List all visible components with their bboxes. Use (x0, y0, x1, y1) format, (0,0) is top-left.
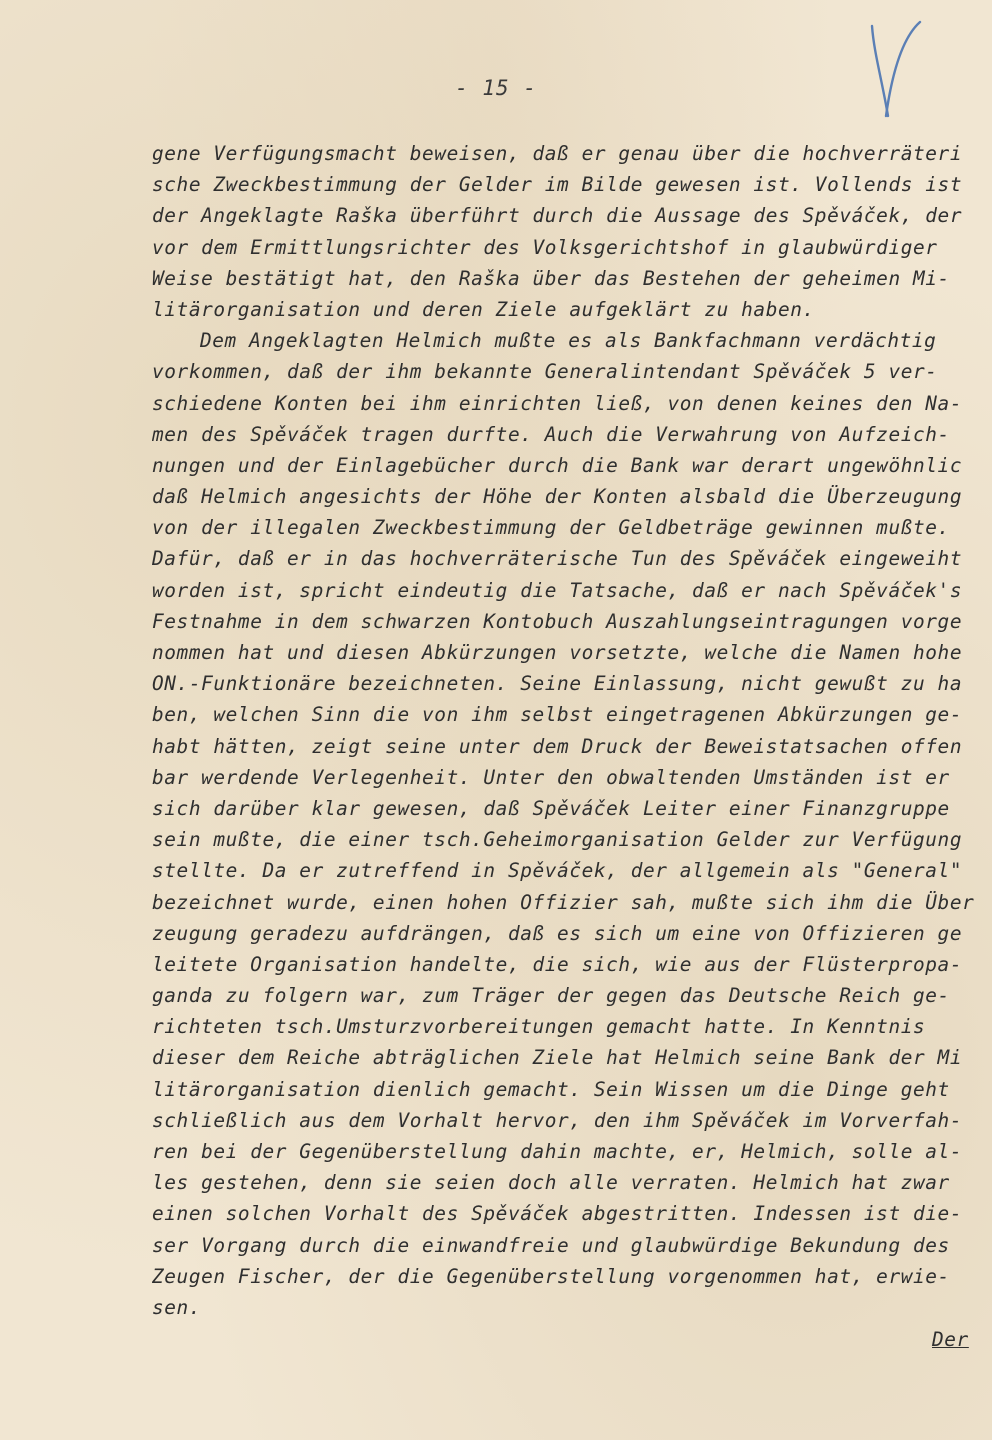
text-line: men des Spěváček tragen durfte. Auch die Verwahrung von Aufzeich- (152, 422, 950, 446)
text-line: der Angeklagte Raška überführt durch die Aussage des Spěváček, der (152, 204, 963, 228)
text-line: litärorganisation und deren Ziele aufgeklärt zu haben. (152, 297, 815, 321)
text-line: litärorganisation dienlich gemacht. Sein Wissen um die Dinge geht (152, 1077, 950, 1101)
text-line: vor dem Ermittlungsrichter des Volksgerichtshof in glaubwürdiger (152, 235, 938, 259)
text-line: zeugung geradezu aufdrängen, daß es sich um eine von Offizieren ge (152, 921, 963, 945)
catchword: Der (932, 1328, 969, 1351)
text-line: nungen und der Einlagebücher durch die Bank war derart ungewöhnlic (152, 453, 963, 477)
text-line: nommen hat und diesen Abkürzungen vorsetzte, welche die Namen hohe (152, 641, 963, 664)
text-line: gene Verfügungsmacht beweisen, daß er genau über die hochverräteri (152, 142, 963, 165)
text-line: worden ist, spricht eindeutig die Tatsache, daß er nach Spěváček's (152, 578, 963, 602)
handwritten-page-mark (862, 18, 932, 123)
text-line: sen. (152, 1295, 202, 1319)
text-line: habt hätten, zeigt seine unter dem Druck der Beweistatsachen offen (152, 734, 963, 758)
text-line: vorkommen, daß der ihm bekannte Generalintendant Spěváček 5 ver- (152, 360, 938, 384)
text-line: stellte. Da er zutreffend in Spěváček, der allgemein als "General" (152, 859, 963, 883)
text-line: daß Helmich angesichts der Höhe der Konten alsbald die Überzeugung (152, 485, 963, 509)
page-number: - 15 - (455, 76, 537, 100)
text-line: ON.-Funktionäre bezeichneten. Seine Einlassung, nicht gewußt zu ha (152, 672, 963, 696)
body-text (152, 138, 992, 1323)
text-line: Dafür, daß er in das hochverräterische Tun des Spěváček eingeweiht (152, 547, 963, 571)
text-line: ser Vorgang durch die einwandfreie und glaubwürdige Bekundung des (152, 1233, 950, 1257)
text-line: les gestehen, denn sie seien doch alle verraten. Helmich hat zwar (152, 1171, 950, 1195)
paragraph-start-line: Dem Angeklagten Helmich mußte es als Bankfachmann verdächtig (200, 329, 937, 353)
text-line: bezeichnet wurde, einen hohen Offizier sah, mußte sich ihm die Über (152, 890, 975, 914)
text-line: einen solchen Vorhalt des Spěváček abgestritten. Indessen ist die- (152, 1202, 963, 1226)
text-line: sich darüber klar gewesen, daß Spěváček Leiter einer Finanzgruppe (152, 796, 950, 820)
text-line: leitete Organisation handelte, die sich, wie aus der Flüsterpropa- (152, 952, 963, 976)
text-line: Festnahme in dem schwarzen Kontobuch Auszahlungseintragungen vorge (152, 609, 963, 633)
text-line: bar werdende Verlegenheit. Unter den obwaltenden Umständen ist er (152, 765, 950, 789)
text-line: ganda zu folgern war, zum Träger der gegen das Deutsche Reich ge- (152, 984, 950, 1008)
text-line: richteten tsch.Umsturzvorbereitungen gemacht hatte. In Kenntnis (152, 1015, 926, 1039)
text-line: Weise bestätigt hat, den Raška über das Bestehen der geheimen Mi- (152, 266, 950, 290)
text-line: schiedene Konten bei ihm einrichten ließ, von denen keines den Na- (152, 391, 963, 415)
text-line: ben, welchen Sinn die von ihm selbst eingetragenen Abkürzungen ge- (152, 703, 963, 727)
text-line: sein mußte, die einer tsch.Geheimorganisation Gelder zur Verfügung (152, 828, 963, 852)
text-line: sche Zweckbestimmung der Gelder im Bilde gewesen ist. Vollends ist (152, 173, 963, 197)
text-line: ren bei der Gegenüberstellung dahin machte, er, Helmich, solle al- (152, 1140, 963, 1163)
text-line: schließlich aus dem Vorhalt hervor, den ihm Spěváček im Vorverfah- (152, 1108, 963, 1132)
text-line: Zeugen Fischer, der die Gegenüberstellung vorgenommen hat, erwie- (152, 1264, 950, 1288)
text-line: dieser dem Reiche abträglichen Ziele hat Helmich seine Bank der Mi (152, 1046, 963, 1070)
text-line: von der illegalen Zweckbestimmung der Geldbeträge gewinnen mußte. (152, 516, 950, 540)
